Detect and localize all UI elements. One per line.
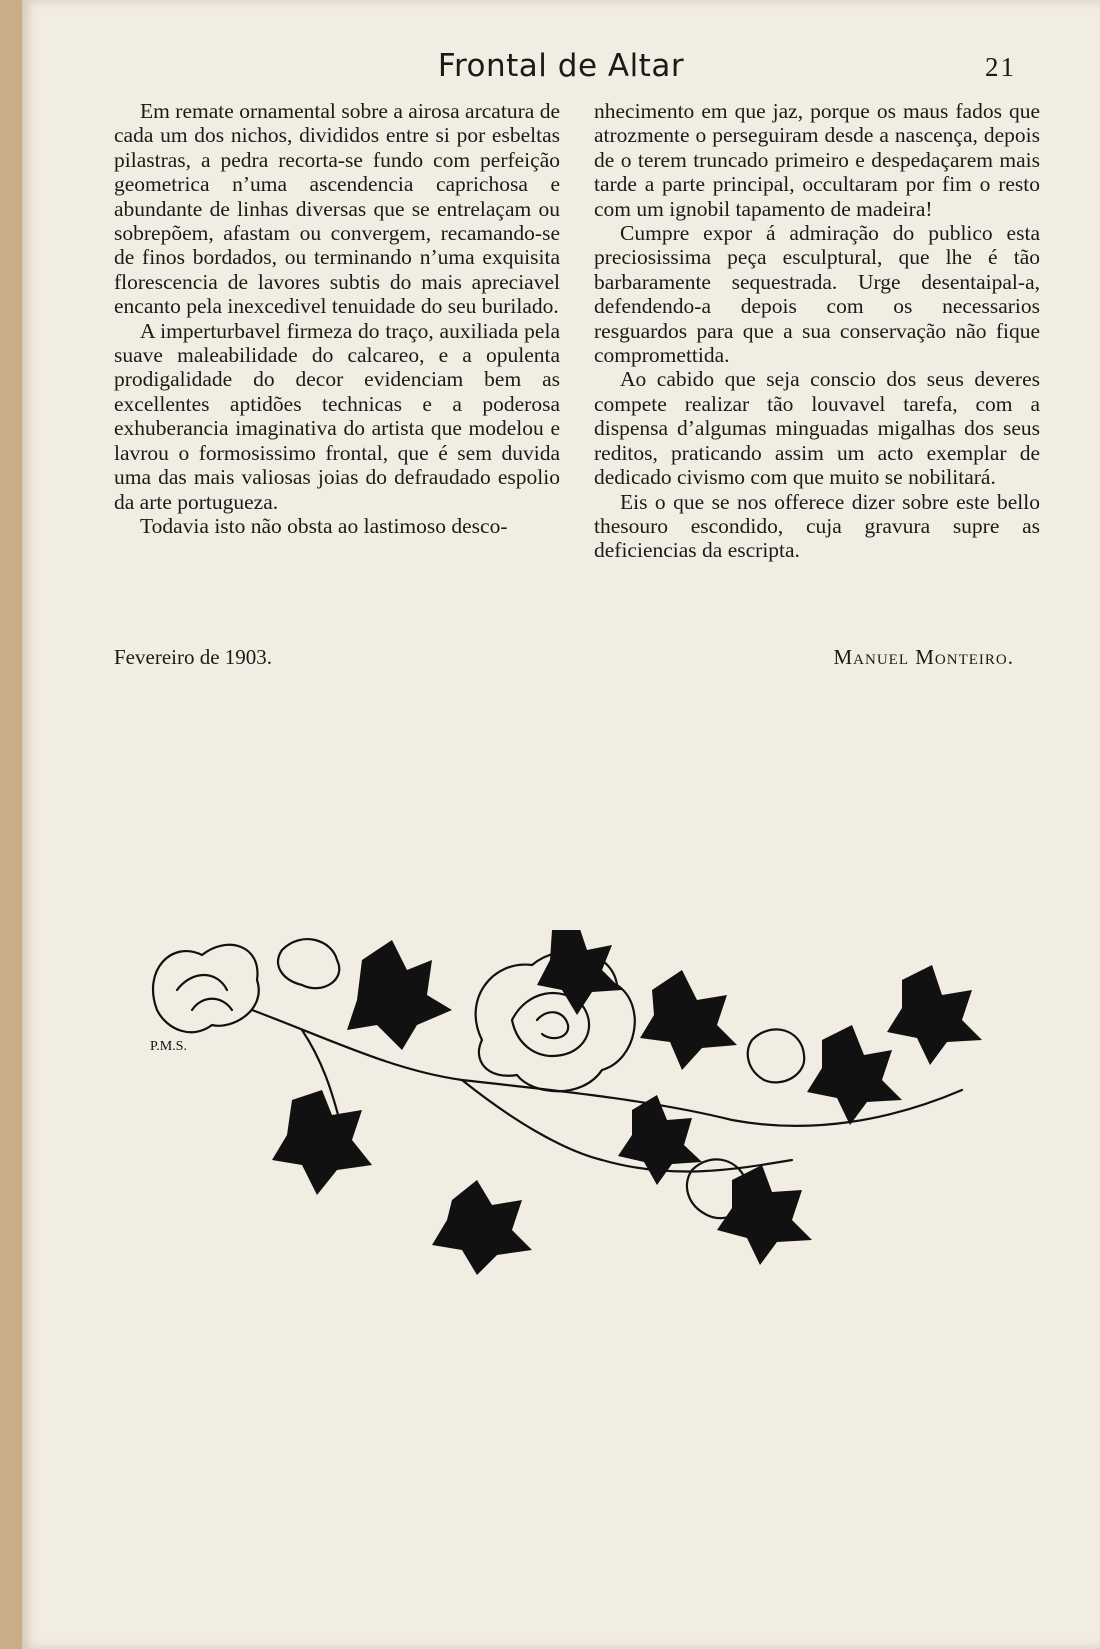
paragraph: Ao cabido que seja conscio dos seus deveres compete realizar tão louvavel tarefa, com a dispensa d’algumas minguadas migalhas dos seus reditos, praticando assim um acto exemplar de dedicado civismo com que muito se nobilitará.	[594, 367, 1040, 490]
rosebud-left	[153, 945, 259, 1032]
author-signature: Manuel Monteiro.	[833, 645, 1014, 669]
text-columns	[114, 99, 1040, 563]
ivy-leaf	[347, 940, 452, 1050]
central-rose-petal	[537, 1012, 568, 1038]
ivy-leaf	[272, 1090, 372, 1195]
running-head	[22, 48, 1100, 88]
left-column	[114, 99, 560, 563]
right-column	[594, 99, 1040, 563]
paragraph: Todavia isto não obsta ao lastimoso desco-	[140, 513, 508, 538]
ivy-leaf	[432, 1180, 532, 1275]
paragraph: A imperturbavel firmeza do traço, auxiliada pela suave maleabilidade do calcareo, e a opulenta prodigalidade do decor evidenciam bem as excellentes aptidões technicas e a poderosa exhuberancia imaginativa do artista que modelou e lavrou o formosissimo frontal, que é sem duvida uma das mais valiosas joias do defraudado espolio da arte portugueza.	[114, 318, 560, 514]
artist-monogram: P.M.S.	[150, 1039, 187, 1054]
ivy-leaf	[887, 965, 982, 1065]
page	[22, 0, 1100, 1649]
leaf-outline	[278, 939, 339, 988]
page-title: Frontal de Altar	[437, 48, 685, 84]
dateline: Fevereiro de 1903.	[114, 645, 273, 669]
ivy-leaf	[537, 930, 622, 1015]
rose-ivy-ornament	[132, 930, 1052, 1290]
paragraph: Em remate ornamental sobre a airosa arcatura de cada um dos nichos, divididos entre si por esbeltas pilastras, a pedra recorta-se fundo com perfeição geometrica n’uma ascendencia caprichosa e abundante de linhas diversas que se entrelaçam ou sobrepõem, afastam ou convergem, recamando-se de finos bordados, ou terminando n’uma exquisita florescencia de lavores subtis do mais apreciavel encanto pela inexcedivel tenuidade do seu burilado.	[114, 99, 560, 319]
ivy-leaf	[807, 1025, 902, 1125]
rosebud-left-petal	[177, 975, 232, 1010]
paragraph: Cumpre expor á admiração do publico esta preciosissima peça esculptural, que lhe é tão barbaramente sequestrada. Urge desentaipal-a, defendendo-a depois com os necessarios resguardos para que a sua conservação não fique compromettida.	[594, 221, 1040, 368]
paragraph: Eis o que se nos offerece dizer sobre este bello thesouro escondido, cuja gravura supre as deficiencias da escripta.	[594, 489, 1040, 563]
ivy-leaf	[717, 1165, 812, 1265]
paragraph: nhecimento em que jaz, porque os maus fados que atrozmente o perseguiram desde a nascença, depois de o terem truncado primeiro e despedaçarem mais tarde a parte principal, occultaram por fim o resto com um ignobil tapamento de madeira!	[594, 99, 1040, 221]
ivy-leaf	[640, 970, 737, 1070]
page-number: 21	[985, 52, 1016, 82]
leaf-outline	[748, 1029, 804, 1082]
